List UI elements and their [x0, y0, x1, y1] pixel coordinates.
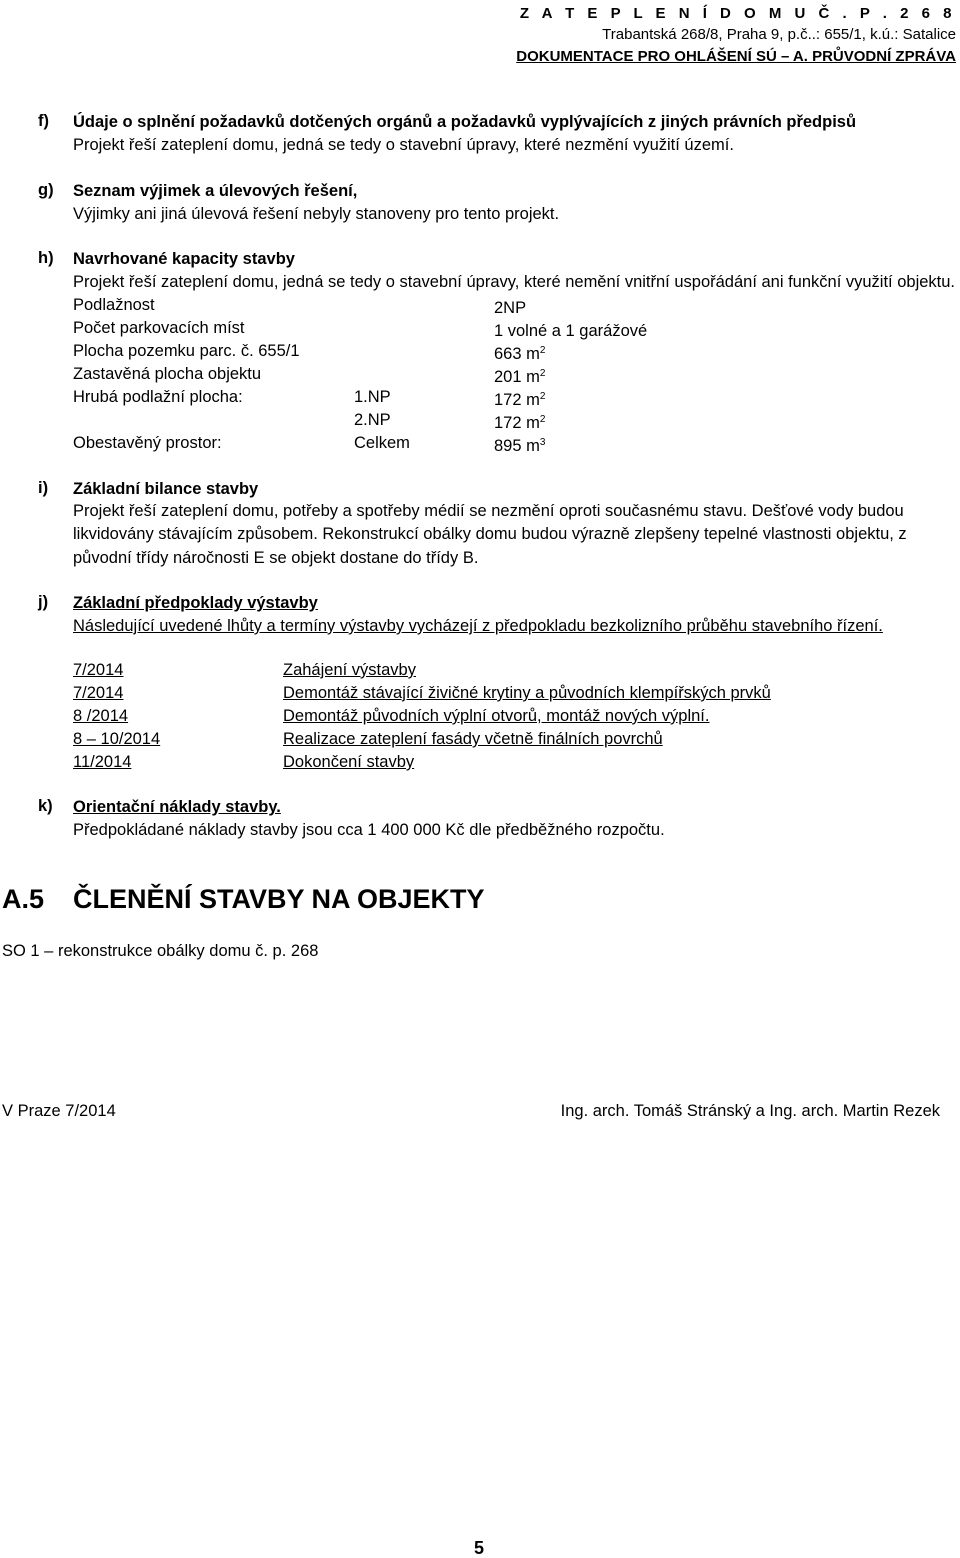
- building-object-item: SO 1 – rekonstrukce obálky domu č. p. 268: [2, 942, 319, 960]
- section-j-text: Následující uvedené lhůty a termíny výstavby vycházejí z předpokladu bezkolizního průběhu stavebního řízení.: [73, 617, 883, 635]
- section-j-mark: j): [38, 593, 49, 611]
- section-h-mark: h): [38, 249, 54, 267]
- section-i-title: Základní bilance stavby: [73, 480, 259, 498]
- section-i-mark: i): [38, 479, 49, 497]
- schedule-task: Demontáž původních výplní otvorů, montáž nových výplní.: [283, 707, 710, 725]
- section-k-text: Předpokládané náklady stavby jsou cca 1 400 000 Kč dle předběžného rozpočtu.: [73, 821, 665, 839]
- section-k-mark: k): [38, 797, 53, 815]
- section-f-mark: f): [38, 112, 49, 130]
- section-k-title: Orientační náklady stavby.: [73, 798, 281, 816]
- capacity-value: 2NP: [494, 299, 527, 317]
- capacity-label: Plocha pozemku parc. č. 655/1: [73, 342, 300, 360]
- schedule-date: 8 – 10/2014: [73, 730, 161, 748]
- capacity-value: 663 $m^2$: [494, 345, 546, 363]
- section-i-text: Projekt řeší zateplení domu, potřeby a spotřeby médií se nezmění oproti současnému stavu. Dešťové vody budou likvidovány stávajícím způsobem. Rekonstrukcí obálky domu budou výrazně zlepšeny tepelné vlastnosti objektu, z původní třídy náročnosti E se objekt dostane do třídy B.: [73, 502, 907, 567]
- capacity-label: Zastavěná plocha objektu: [73, 365, 262, 383]
- header-address: Trabantská 268/8, Praha 9, p.č..: 655/1, k.ú.: Satalice: [602, 26, 956, 43]
- capacity-label: Počet parkovacích míst: [73, 319, 245, 337]
- capacity-label: Hrubá podlažní plocha:: [73, 388, 243, 406]
- header-document-type: DOKUMENTACE PRO OHLÁŠENÍ SÚ – A. PRŮVODNÍ ZPRÁVA: [516, 48, 956, 65]
- capacity-floor: 2.NP: [354, 411, 391, 429]
- section-g-text: Výjimky ani jiná úlevová řešení nebyly stanoveny pro tento projekt.: [73, 205, 560, 223]
- section-h-title: Navrhované kapacity stavby: [73, 250, 295, 268]
- schedule-task: Realizace zateplení fasády včetně finálních povrchů: [283, 730, 663, 748]
- section-f-title: Údaje o splnění požadavků dotčených orgánů a požadavků vyplývajících z jiných právních předpisů: [73, 113, 857, 131]
- section-f-text: Projekt řeší zateplení domu, jedná se tedy o stavební úpravy, které nezmění využití území.: [73, 136, 734, 154]
- page-number: 5: [474, 1538, 485, 1558]
- capacity-total-label: Celkem: [354, 434, 410, 452]
- schedule-date: 8 /2014: [73, 707, 129, 725]
- chapter-number: A.5: [2, 884, 45, 914]
- capacity-label: Podlažnost: [73, 296, 155, 314]
- capacity-label: Obestavěný prostor:: [73, 434, 222, 452]
- schedule-date: 7/2014: [73, 661, 124, 679]
- section-g-title: Seznam výjimek a úlevových řešení,: [73, 182, 358, 200]
- capacity-value: 895 $m^3$: [494, 437, 546, 455]
- authors: Ing. arch. Tomáš Stránský a Ing. arch. Martin Rezek: [560, 1102, 940, 1120]
- section-g-mark: g): [38, 181, 54, 199]
- schedule-task: Demontáž stávající živičné krytiny a původních klempířských prvků: [283, 684, 771, 702]
- capacity-value: 172 $m^2$: [494, 391, 546, 409]
- schedule-task: Dokončení stavby: [283, 753, 415, 771]
- schedule-date: 11/2014: [73, 753, 132, 771]
- header-project-title: Z A T E P L E N Í D O M U Č . P . 2 6 8: [519, 5, 956, 22]
- schedule-task: Zahájení výstavby: [283, 661, 416, 679]
- capacity-value: 201 $m^2$: [494, 368, 546, 386]
- place-and-date: V Praze 7/2014: [2, 1102, 116, 1120]
- section-j-title: Základní předpoklady výstavby: [73, 594, 318, 612]
- chapter-title: ČLENĚNÍ STAVBY NA OBJEKTY: [73, 884, 485, 914]
- capacity-floor: 1.NP: [354, 388, 391, 406]
- capacity-value: 1 volné a 1 garážové: [494, 322, 648, 340]
- capacity-value: 172 $m^2$: [494, 414, 546, 432]
- schedule-date: 7/2014: [73, 684, 124, 702]
- section-h-text: Projekt řeší zateplení domu, jedná se tedy o stavební úpravy, které nemění vnitřní uspořádání ani funkční využití objektu.: [73, 273, 956, 291]
